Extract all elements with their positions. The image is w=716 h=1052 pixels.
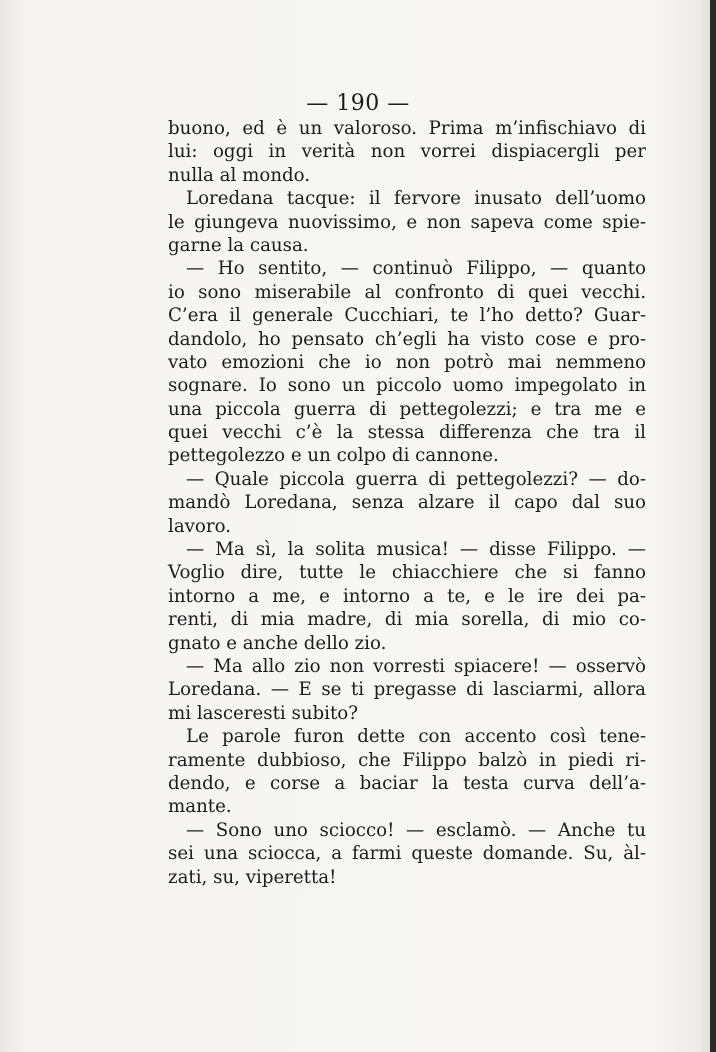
text-line: lui: oggi in verità non vorrei dispiacergli per (168, 141, 646, 163)
text-line: mi lasceresti subito? (168, 702, 359, 724)
text-line: renti, di mia madre, di mia sorella, di mio co- (168, 609, 646, 631)
text-line: vato emozioni che io non potrò mai nemmeno (168, 351, 646, 373)
text-line: — Quale piccola guerra di pettegolezzi? — do- (186, 468, 646, 490)
text-line: garne la causa. (168, 234, 309, 256)
text-line: Loredana. — E se ti pregasse di lasciarmi, allora (168, 679, 646, 701)
page-number: — 190 — (306, 91, 410, 116)
text-line: lavoro. (168, 515, 231, 537)
text-line: Le parole furon dette con accento così tene- (186, 726, 646, 748)
text-line: gnato e anche dello zio. (168, 632, 387, 654)
text-line: ramente dubbioso, che Filippo balzò in piedi ri- (168, 749, 646, 771)
text-line: zati, su, viperetta! (168, 866, 337, 888)
text-line: — Sono uno sciocco! — esclamò. — Anche tu (186, 819, 646, 841)
text-line: sei una sciocca, a farmi queste domande. Su, àl- (168, 843, 646, 865)
text-line: C’era il generale Cucchiari, te l’ho detto? Guar- (168, 305, 646, 327)
text-line: Voglio dire, tutte le chiacchiere che si fanno (168, 562, 646, 584)
text-line: — Ho sentito, — continuò Filippo, — quanto (186, 258, 646, 280)
text-line: buono, ed è un valoroso. Prima m’infischiavo di (168, 118, 646, 139)
text-line: pettegolezzo e un colpo di cannone. (168, 445, 499, 467)
text-line: sognare. Io sono un piccolo uomo impegolato in (168, 375, 646, 397)
page-body-text (168, 117, 646, 889)
text-line: intorno a me, e intorno a te, e le ire dei pa- (168, 585, 646, 607)
text-line: le giungeva nuovissimo, e non sapeva come spie- (168, 211, 646, 233)
text-line: dandolo, ho pensato ch’egli ha visto cose e pro- (168, 328, 646, 350)
text-line: — Ma allo zio non vorresti spiacere! — osservò (186, 655, 646, 677)
text-line: quei vecchi c’è la stessa differenza che tra il (168, 422, 646, 444)
text-line: Loredana tacque: il fervore inusato dell’uomo (186, 188, 646, 210)
text-line: io sono miserabile al confronto di quei vecchi. (168, 281, 646, 303)
text-line: dendo, e corse a baciar la testa curva dell’a- (168, 772, 646, 794)
page-edge-shadow (710, 0, 716, 1052)
text-line: nulla al mondo. (168, 164, 311, 186)
text-line: una piccola guerra di pettegolezzi; e tra me e (168, 398, 646, 420)
text-line: — Ma sì, la solita musica! — disse Filippo. — (186, 539, 646, 561)
text-line: mandò Loredana, senza alzare il capo dal suo (168, 492, 646, 514)
text-line: mante. (168, 796, 232, 818)
